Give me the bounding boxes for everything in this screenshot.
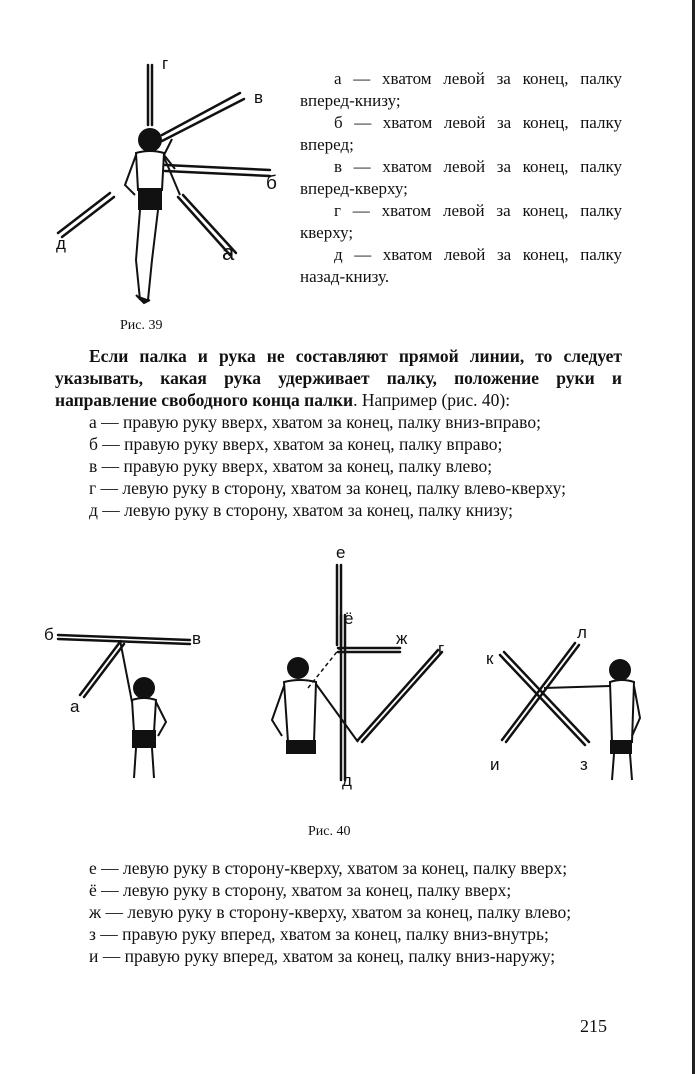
label-d: д <box>56 234 66 253</box>
example-item: д — левую руку в сторону, хватом за конец, палку книзу; <box>89 500 513 520</box>
legend-item: в — хватом левой за конец, палку вперед-кверху; <box>300 157 622 198</box>
label-b: б <box>266 173 277 194</box>
label-v: в <box>254 88 264 107</box>
example-item: а — правую руку вверх, хватом за конец, палку вниз-вправо; <box>89 412 541 432</box>
pole-a <box>80 642 120 695</box>
figure-40 <box>40 540 660 805</box>
legend-item: г — хватом левой за конец, палку кверху; <box>300 201 622 242</box>
list-item: и — правую руку вперед, хватом за конец, палку вниз-наружу; <box>89 946 556 966</box>
label-z: з <box>580 755 588 774</box>
list-item: з — правую руку вперед, хватом за конец, палку вниз-внутрь; <box>89 924 549 944</box>
legend-item: а — хватом левой за конец, палку вперед-книзу; <box>300 69 622 110</box>
figure-40-caption: Рис. 40 <box>308 824 351 839</box>
label-l: л <box>577 623 587 642</box>
shorts <box>138 188 162 210</box>
figure-39-caption: Рис. 39 <box>120 318 163 333</box>
bottom-list <box>55 857 622 967</box>
label-a: а <box>70 697 80 716</box>
example-item: г — левую руку в сторону, хватом за конец, палку влево-кверху; <box>89 478 566 498</box>
bold-text: Если палка и рука не составляют прямой линии, то следует указывать, какая рука удерживает палку, положение руки и направление свободного конца палки <box>55 346 622 410</box>
page-edge <box>692 0 695 1074</box>
legend-item: д — хватом левой за конец, палку назад-книзу. <box>300 245 622 286</box>
label-zh: ж <box>396 629 408 648</box>
figure-39 <box>40 45 290 315</box>
legend-item: б — хватом левой за конец, палку вперед; <box>300 113 622 154</box>
label-k: к <box>486 649 494 668</box>
main-paragraph <box>55 345 622 521</box>
label-i: и <box>490 755 500 774</box>
pole-d <box>58 193 110 233</box>
page-number: 215 <box>580 1016 607 1036</box>
label-v: в <box>192 629 202 648</box>
figure-39-legend <box>300 68 622 288</box>
label-e: е <box>336 543 346 562</box>
pole-g <box>358 650 438 740</box>
head <box>138 128 162 152</box>
label-g: г <box>438 639 445 658</box>
pole-l-i <box>502 643 575 740</box>
label-g: г <box>162 54 169 73</box>
intro-text <box>55 345 622 411</box>
list-item: ё — левую руку в сторону, хватом за конец, палку вверх; <box>89 880 512 900</box>
label-yo: ё <box>344 609 354 628</box>
example-item: б — правую руку вверх, хватом за конец, палку вправо; <box>89 434 503 454</box>
pole-v <box>162 93 240 135</box>
example-item: в — правую руку вверх, хватом за конец, палку влево; <box>89 456 493 476</box>
label-a: а <box>222 240 235 265</box>
list-item: е — левую руку в сторону-кверху, хватом за конец, палку вверх; <box>89 858 568 878</box>
label-b: б <box>44 625 54 644</box>
pole-b <box>165 165 270 170</box>
intro-rest: . Например (рис. 40): <box>353 390 511 410</box>
label-d: д <box>342 771 352 790</box>
list-item: ж — левую руку в сторону-кверху, хватом за конец, палку влево; <box>89 902 572 922</box>
